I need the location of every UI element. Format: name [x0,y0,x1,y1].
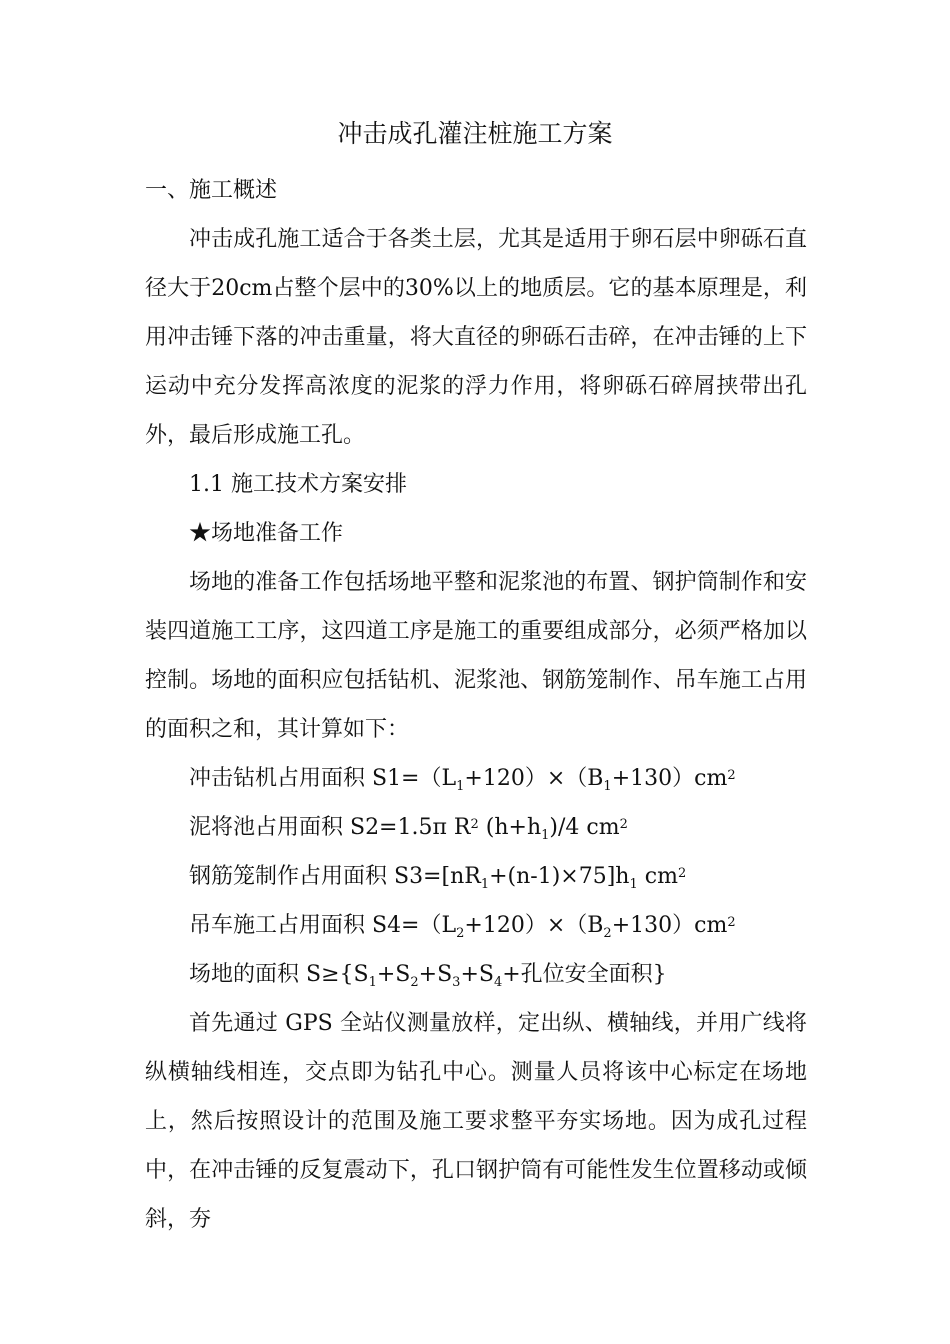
formula-text: 冲击钻机占用面积 S1=（L [189,766,457,791]
formula-superscript: 2 [727,915,736,930]
formula-superscript: 2 [727,768,736,783]
formula-subscript: 1 [456,779,465,794]
overview-paragraph: 冲击成孔施工适合于各类土层，尤其是适用于卵石层中卵砾石直径大于20cm占整个层中的30%以上的地质层。它的基本原理是，利用冲击锤下落的冲击重量，将大直径的卵砾石击碎，在冲击锤的上下运动中充分发挥高浓度的泥浆的浮力作用，将卵砾石碎屑挟带出孔外，最后形成施工孔。 [145,227,807,448]
formula-superscript: 2 [470,817,479,832]
formula-subscript: 1 [541,828,550,843]
document-title: 冲击成孔灌注桩施工方案 [337,119,613,148]
formula-crane-area [145,901,807,950]
formula-text: +孔位安全面积} [502,962,667,987]
site-preparation-paragraph: 场地的准备工作包括场地平整和泥浆池的布置、钢护筒制作和安装四道施工工序，这四道工序是施工的重要组成部分，必须严格加以控制。场地的面积应包括钻机、泥浆池、钢筋笼制作、吊车施工占用的面积之和，其计算如下： [145,570,807,742]
formula-text: 吊车施工占用面积 S4=（L [189,913,457,938]
formula-superscript: 2 [677,866,687,881]
formula-subscript: 1 [368,975,377,990]
formula-subscript: 4 [493,975,503,990]
formula-text: +130）cm [611,766,728,791]
site-preparation-heading: ★场地准备工作 [189,521,344,546]
subsection-heading: 1.1 施工技术方案安排 [189,472,407,497]
formula-subscript: 3 [452,975,461,990]
formula-text: +S [418,962,453,987]
formula-text: +120）×（B [464,766,604,791]
gps-survey-paragraph: 首先通过 GPS 全站仪测量放样，定出纵、横轴线，并用广线将纵横轴线相连，交点即为钻孔中心。测量人员将该中心标定在场地上，然后按照设计的范围及施工要求整平夯实场地。因为成孔过程中，在冲击锤的反复震动下，孔口钢护筒有可能性发生位置移动或倾斜，夯 [145,1011,807,1232]
formula-site-area [145,950,807,999]
formula-subscript: 1 [603,779,612,794]
formula-text: 钢筋笼制作占用面积 S3=[nR [189,864,481,889]
formula-text: 场地的面积 S≥{S [189,962,369,987]
formula-subscript: 1 [480,877,490,892]
formula-text: (h+h [478,815,542,840]
section-heading: 一、施工概述 [145,178,278,203]
formula-text: +(n-1)×75]h [489,864,630,889]
formula-subscript: 2 [410,975,419,990]
formula-subscript: 2 [603,926,612,941]
formula-text: 泥将池占用面积 S2=1.5π R [189,815,471,840]
formula-mud-pit-area [145,803,807,852]
formula-text: +S [460,962,494,987]
formula-text: )/4 cm [549,815,620,840]
formula-drill-area [145,754,807,803]
document-body [145,166,807,1244]
formula-subscript: 2 [456,926,465,941]
formula-text: cm [637,864,678,889]
formula-text: +120）×（B [464,913,604,938]
formula-superscript: 2 [619,817,628,832]
formula-text: +130）cm [611,913,728,938]
formula-subscript: 1 [629,877,638,892]
formula-cage-area [145,852,807,901]
formula-text: +S [376,962,411,987]
